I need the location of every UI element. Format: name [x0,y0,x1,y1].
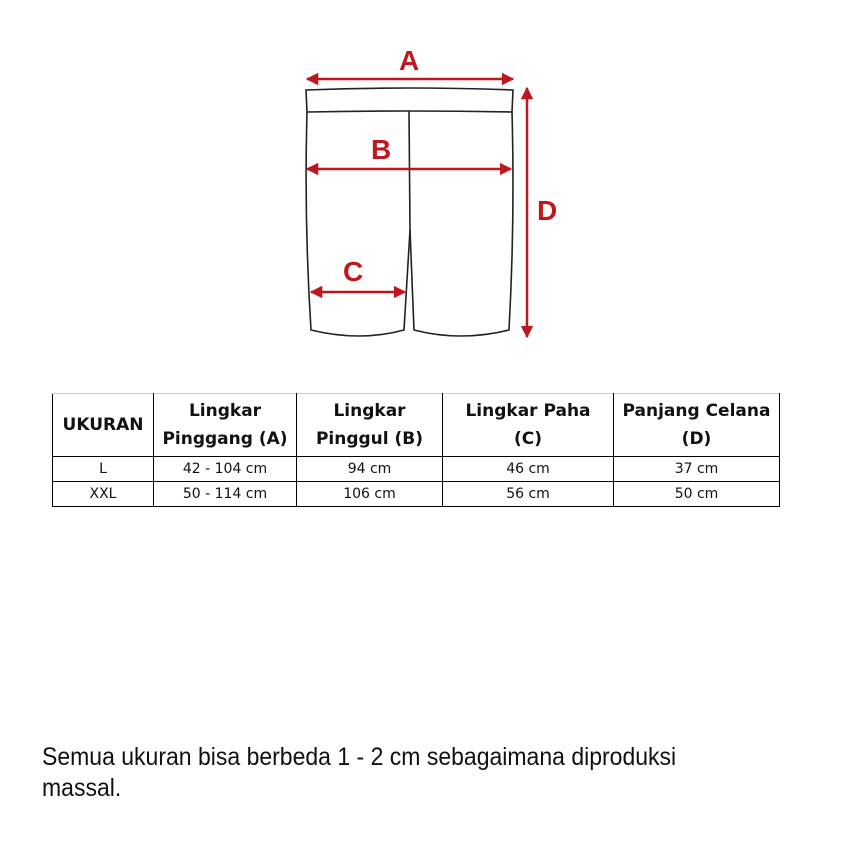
cell-length: 37 cm [614,457,780,482]
label-c: C [343,256,364,287]
cell-waist: 50 - 114 cm [154,482,297,507]
cell-thigh: 56 cm [443,482,614,507]
table-row [53,482,780,507]
header-waist: Lingkar Pinggang (A) [154,394,297,457]
size-note: Semua ukuran bisa berbeda 1 - 2 cm sebagaimana diproduksi massal. [42,743,677,802]
cell-size: XXL [53,482,154,507]
cell-hip: 94 cm [297,457,443,482]
header-size: UKURAN [53,394,154,457]
cell-hip: 106 cm [297,482,443,507]
cell-size: L [53,457,154,482]
size-table [52,393,780,507]
header-thigh: Lingkar Paha (C) [443,394,614,457]
shorts-outline [306,88,513,336]
label-b: B [371,134,392,165]
waistband [306,88,513,112]
cell-length: 50 cm [614,482,780,507]
arrows [307,79,527,337]
right-leg [410,112,513,336]
header-row [53,394,780,457]
left-leg [306,111,410,336]
header-hip: Lingkar Pinggul (B) [297,394,443,457]
shorts-diagram [0,0,843,360]
label-d: D [537,195,558,226]
cell-thigh: 46 cm [443,457,614,482]
table-row [53,457,780,482]
cell-waist: 42 - 104 cm [154,457,297,482]
label-a: A [399,45,420,76]
header-length: Panjang Celana (D) [614,394,780,457]
